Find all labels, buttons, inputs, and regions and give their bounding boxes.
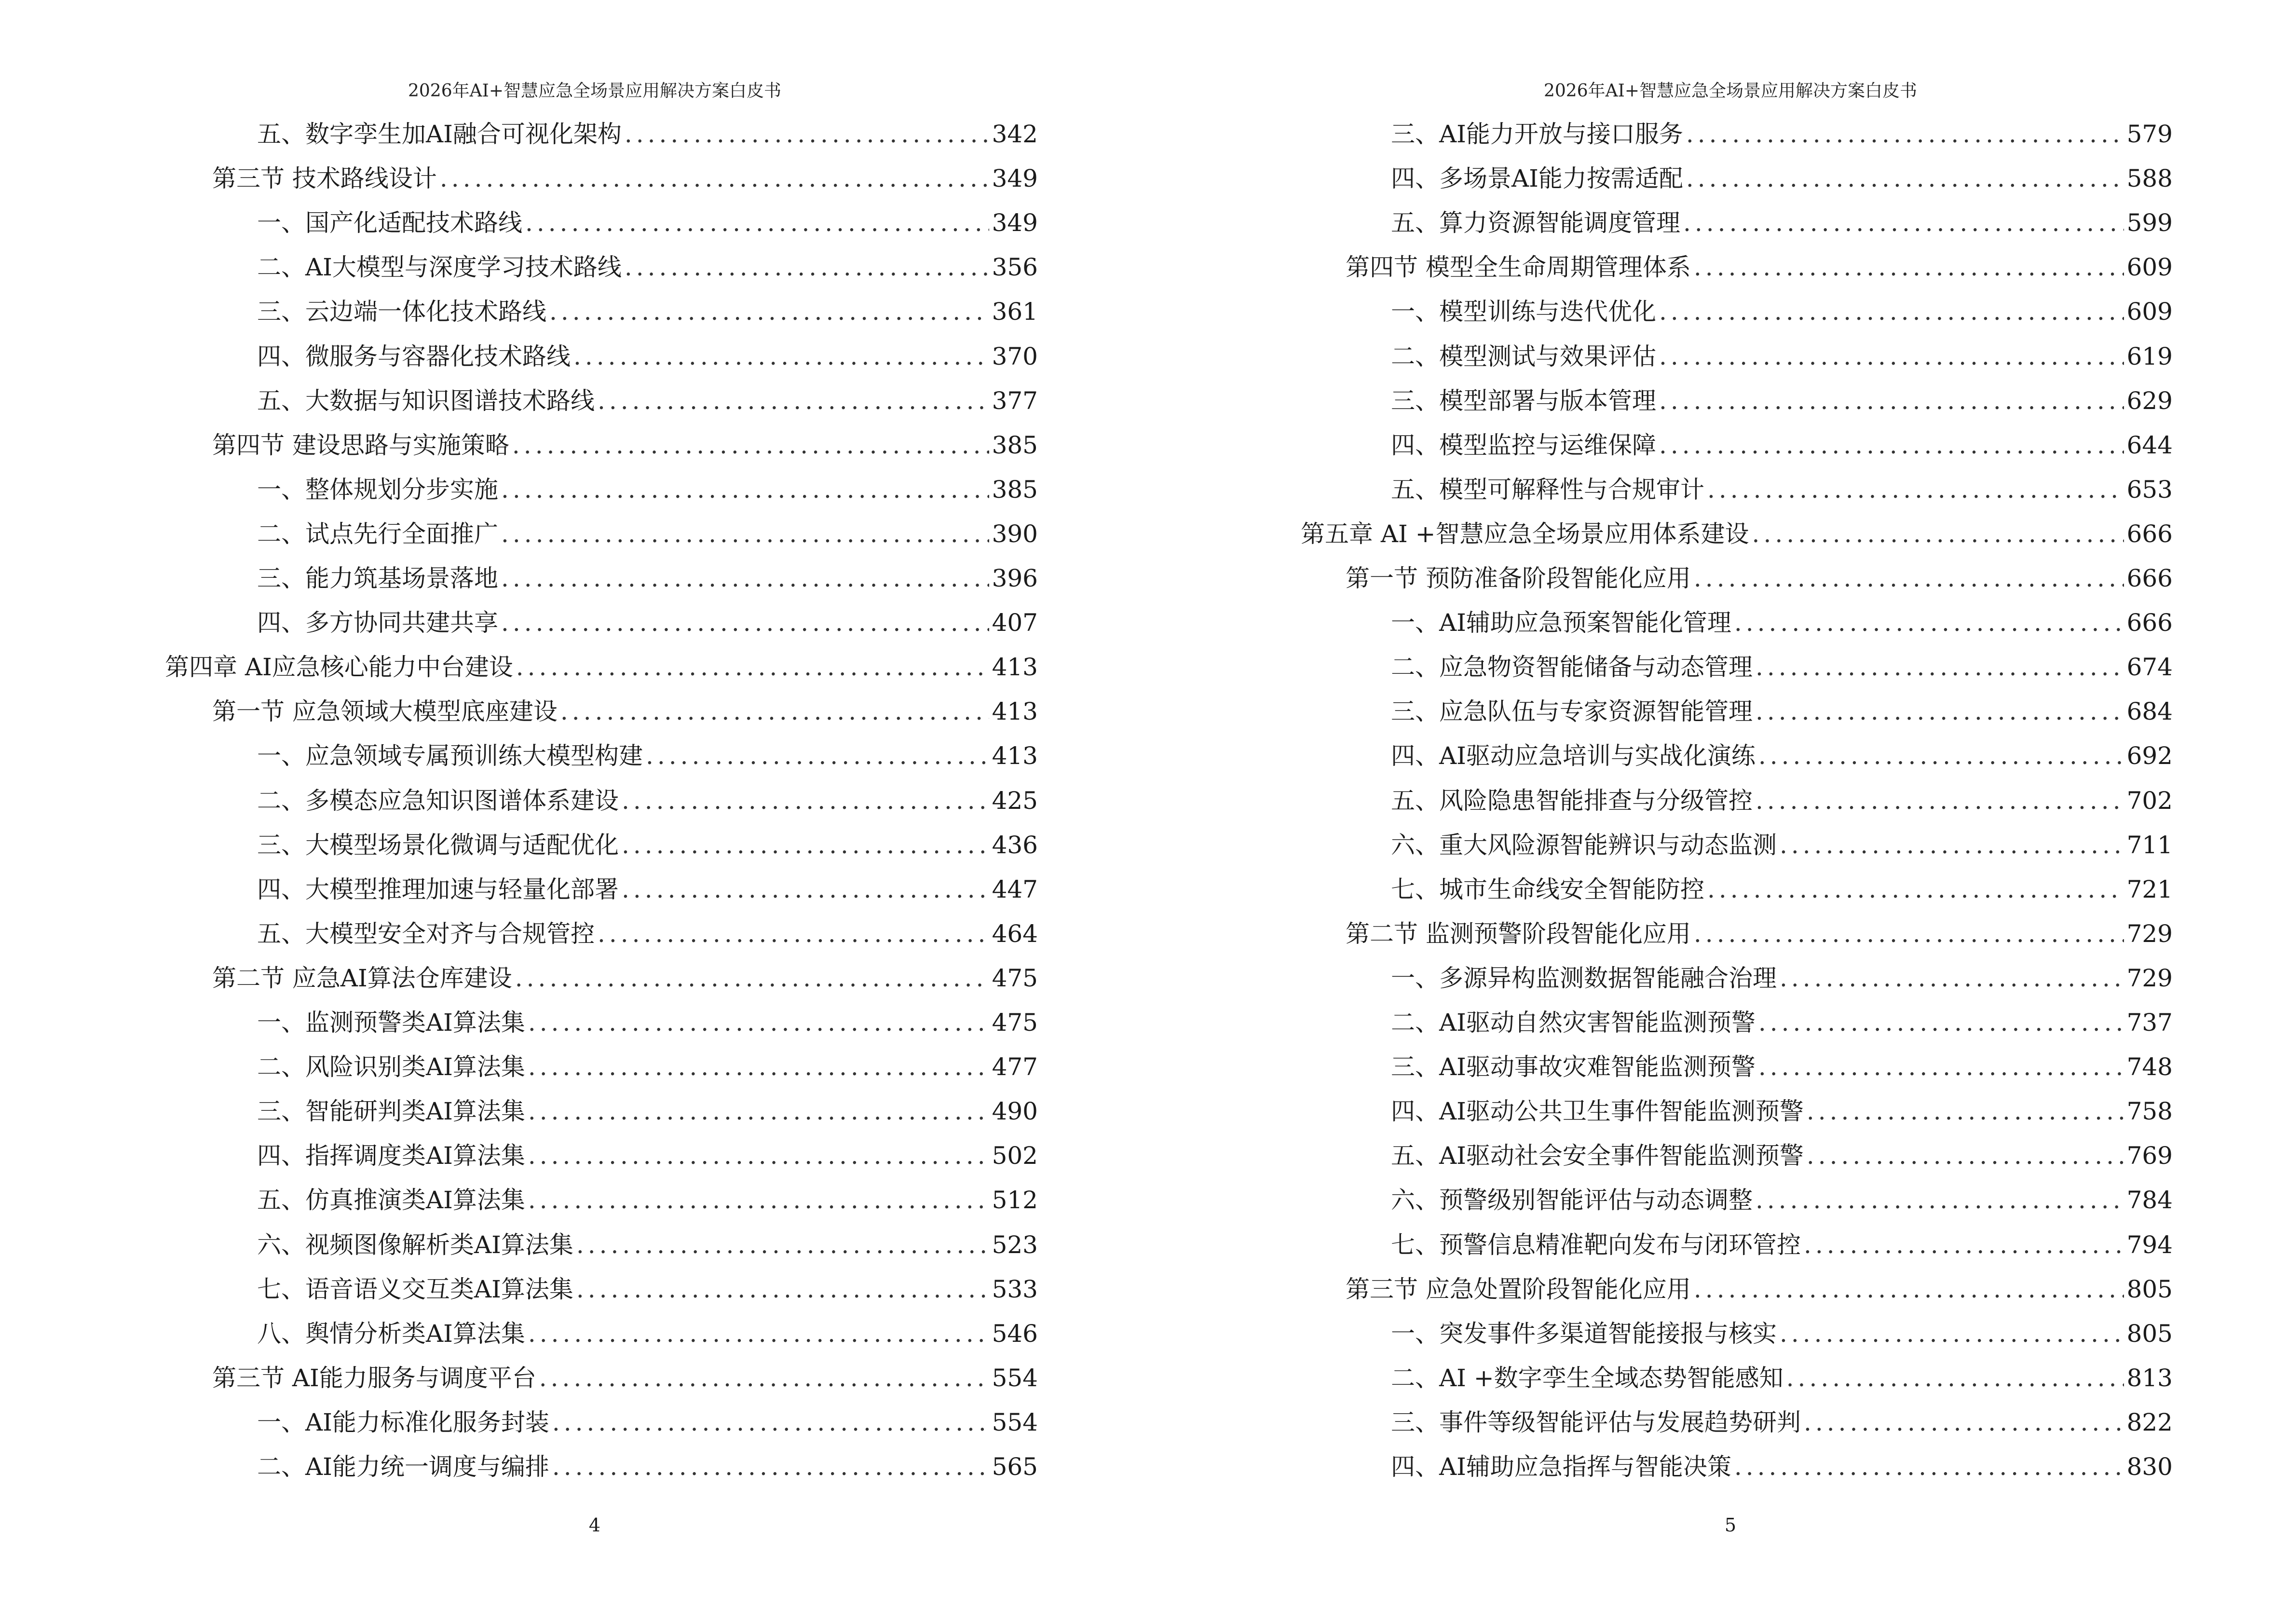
dot-leader <box>1752 515 2124 553</box>
toc-entry-page-number: 653 <box>2126 475 2173 504</box>
toc-entry-title: 第四节 建设思路与实施策略 <box>212 431 509 459</box>
dot-leader <box>560 692 989 731</box>
toc-entry-subsection[interactable] <box>257 292 1038 331</box>
toc-entry-title: 第二节 应急AI算法仓库建设 <box>212 964 512 992</box>
toc-entry-page-number: 523 <box>992 1230 1038 1259</box>
toc-entry-title: 六、视频图像解析类AI算法集 <box>257 1230 573 1259</box>
dot-leader <box>1756 781 2124 820</box>
toc-entry-page-number: 349 <box>992 209 1038 237</box>
toc-entry-title: 三、云边端一体化技术路线 <box>257 298 546 326</box>
dot-leader <box>440 159 989 198</box>
toc-entry-title: 一、监测预警类AI算法集 <box>257 1009 525 1037</box>
toc-entry-subsection[interactable] <box>1391 470 2173 509</box>
toc-entry-page-number: 385 <box>992 431 1038 459</box>
toc-entry-subsection[interactable] <box>1391 426 2173 464</box>
toc-entry-title: 一、多源异构监测数据智能融合治理 <box>1391 964 1777 992</box>
toc-entry-title: 五、仿真推演类AI算法集 <box>257 1186 525 1215</box>
dot-leader <box>625 248 989 287</box>
toc-entry-title: 四、AI辅助应急指挥与智能决策 <box>1391 1453 1731 1481</box>
toc-entry-subsection[interactable] <box>1391 1003 2173 1042</box>
toc-entry-title: 二、AI +数字孪生全域态势智能感知 <box>1391 1364 1783 1392</box>
dot-leader <box>1694 248 2124 287</box>
dot-leader <box>1756 1181 2124 1219</box>
toc-entry-title: 第二节 监测预警阶段智能化应用 <box>1346 919 1691 948</box>
dot-leader <box>1804 1403 2124 1442</box>
toc-entry-page-number: 377 <box>992 386 1038 415</box>
dot-leader <box>528 1136 989 1175</box>
toc-entry-subsection[interactable] <box>257 1181 1038 1219</box>
toc-entry-page-number: 644 <box>2126 431 2173 459</box>
toc-entry-title: 第一节 预防准备阶段智能化应用 <box>1346 564 1691 592</box>
toc-entry-page-number: 830 <box>2126 1453 2173 1481</box>
toc-entry-title: 三、大模型场景化微调与适配优化 <box>257 831 619 859</box>
toc-entry-page-number: 784 <box>2126 1186 2173 1215</box>
dot-leader <box>1683 204 2124 242</box>
toc-entry-page-number: 729 <box>2126 964 2173 992</box>
toc-entry-page-number: 629 <box>2126 386 2173 415</box>
toc-entry-page-number: 674 <box>2126 653 2173 682</box>
toc-entry-title: 一、整体规划分步实施 <box>257 475 498 504</box>
dot-leader <box>528 1092 989 1131</box>
toc-entry-section[interactable] <box>1346 914 2173 953</box>
dot-leader <box>622 826 989 864</box>
toc-entry-subsection[interactable] <box>257 1226 1038 1264</box>
toc-entry-title: 四、AI驱动公共卫生事件智能监测预警 <box>1391 1097 1804 1126</box>
toc-entry-section[interactable] <box>212 959 1038 997</box>
toc-entry-title: 四、多场景AI能力按需适配 <box>1391 164 1683 193</box>
toc-entry-title: 第三节 AI能力服务与调度平台 <box>212 1364 536 1392</box>
toc-entry-subsection[interactable] <box>1391 337 2173 376</box>
toc-entry-page-number: 546 <box>992 1319 1038 1348</box>
toc-entry-title: 一、AI辅助应急预案智能化管理 <box>1391 609 1731 637</box>
toc-entry-page-number: 702 <box>2126 786 2173 815</box>
toc-entry-page-number: 769 <box>2126 1142 2173 1170</box>
toc-entry-title: 第一节 应急领域大模型底座建设 <box>212 697 558 726</box>
toc-entry-title: 六、重大风险源智能辨识与动态监测 <box>1391 831 1777 859</box>
toc-entry-title: 五、数字孪生加AI融合可视化架构 <box>257 120 622 148</box>
dot-leader <box>576 1270 989 1309</box>
toc-entry-page-number: 413 <box>992 697 1038 726</box>
toc-entry-page-number: 711 <box>2126 831 2173 859</box>
toc-entry-title: 二、应急物资智能储备与动态管理 <box>1391 653 1753 682</box>
toc-entry-subsection[interactable] <box>257 870 1038 909</box>
dot-leader <box>1659 426 2124 464</box>
toc-entry-page-number: 425 <box>992 786 1038 815</box>
dot-leader <box>1707 870 2124 909</box>
toc-entry-page-number: 588 <box>2126 164 2173 193</box>
toc-entry-subsection[interactable] <box>1391 692 2173 731</box>
toc-entry-page-number: 413 <box>992 653 1038 682</box>
dot-leader <box>1758 1048 2124 1086</box>
toc-entry-title: 二、AI能力统一调度与编排 <box>257 1453 549 1481</box>
toc-entry-subsection[interactable] <box>257 470 1038 509</box>
toc-entry-page-number: 407 <box>992 609 1038 637</box>
dot-leader <box>1758 737 2124 775</box>
toc-entry-page-number: 822 <box>2126 1408 2173 1436</box>
dot-leader <box>1780 959 2124 997</box>
toc-entry-subsection[interactable] <box>1391 603 2173 642</box>
toc-entry-subsection[interactable] <box>257 603 1038 642</box>
toc-entry-title: 五、AI驱动社会安全事件智能监测预警 <box>1391 1142 1804 1170</box>
toc-entry-subsection[interactable] <box>1391 1136 2173 1175</box>
toc-entry-subsection[interactable] <box>1391 959 2173 997</box>
toc-entry-title: 七、预警信息精准靶向发布与闭环管控 <box>1391 1230 1801 1259</box>
toc-entry-subsection[interactable] <box>257 515 1038 553</box>
toc-entry-subsection[interactable] <box>257 1136 1038 1175</box>
dot-leader <box>1780 826 2124 864</box>
toc-entry-page-number: 692 <box>2126 742 2173 770</box>
dot-leader <box>1758 1003 2124 1042</box>
dot-leader <box>1734 603 2124 642</box>
toc-entry-title: 四、多方协同共建共享 <box>257 609 498 637</box>
toc-entry-title: 四、微服务与容器化技术路线 <box>257 342 571 370</box>
toc-entry-subsection[interactable] <box>1391 1048 2173 1086</box>
toc-entry-title: 三、AI能力开放与接口服务 <box>1391 120 1683 148</box>
dot-leader <box>576 1226 989 1264</box>
toc-entry-page-number: 619 <box>2126 342 2173 370</box>
dot-leader <box>1659 382 2124 420</box>
dot-leader <box>1694 1270 2124 1309</box>
toc-entry-subsection[interactable] <box>257 914 1038 953</box>
toc-entry-section[interactable] <box>1346 1270 2173 1309</box>
toc-entry-subsection[interactable] <box>257 204 1038 242</box>
toc-entry-subsection[interactable] <box>1391 1314 2173 1353</box>
toc-entry-section[interactable] <box>1346 248 2173 287</box>
toc-entry-title: 三、模型部署与版本管理 <box>1391 386 1656 415</box>
toc-entry-subsection[interactable] <box>257 781 1038 820</box>
toc-entry-title: 三、AI驱动事故灾难智能监测预警 <box>1391 1053 1756 1081</box>
toc-entry-page-number: 609 <box>2126 253 2173 282</box>
toc-entry-subsection[interactable] <box>1391 648 2173 686</box>
dot-leader <box>528 1314 989 1353</box>
dot-leader <box>528 1181 989 1219</box>
dot-leader <box>1804 1226 2124 1264</box>
toc-entry-chapter[interactable] <box>165 648 1038 686</box>
dot-leader <box>622 870 989 909</box>
toc-entry-subsection[interactable] <box>1391 870 2173 909</box>
toc-entry-title: 第四章 AI应急核心能力中台建设 <box>165 653 513 682</box>
toc-entry-page-number: 533 <box>992 1275 1038 1303</box>
toc-entry-subsection[interactable] <box>257 1447 1038 1486</box>
toc-entry-subsection[interactable] <box>1391 1359 2173 1397</box>
dot-leader <box>528 1003 989 1042</box>
toc-entry-page-number: 609 <box>2126 298 2173 326</box>
toc-entry-subsection[interactable] <box>257 115 1038 153</box>
toc-entry-subsection[interactable] <box>1391 1181 2173 1219</box>
dot-leader <box>1756 692 2124 731</box>
toc-entry-subsection[interactable] <box>1391 737 2173 775</box>
toc-entry-subsection[interactable] <box>1391 1092 2173 1131</box>
toc-entry-subsection[interactable] <box>1391 1226 2173 1264</box>
toc-entry-title: 五、模型可解释性与合规审计 <box>1391 475 1704 504</box>
toc-entry-title: 二、多模态应急知识图谱体系建设 <box>257 786 619 815</box>
toc-entry-title: 四、大模型推理加速与轻量化部署 <box>257 875 619 903</box>
toc-entry-page-number: 721 <box>2126 875 2173 903</box>
dot-leader <box>1686 115 2124 153</box>
dot-leader <box>573 337 989 376</box>
toc-entry-subsection[interactable] <box>257 826 1038 864</box>
toc-entry-title: 三、应急队伍与专家资源智能管理 <box>1391 697 1753 726</box>
dot-leader <box>552 1403 989 1442</box>
dot-leader <box>501 515 989 553</box>
toc-entry-page-number: 565 <box>992 1453 1038 1481</box>
toc-entry-section[interactable] <box>212 692 1038 731</box>
dot-leader <box>1756 648 2124 686</box>
toc-entry-section[interactable] <box>212 159 1038 198</box>
toc-entry-title: 五、算力资源智能调度管理 <box>1391 209 1680 237</box>
toc-entry-page-number: 502 <box>992 1142 1038 1170</box>
toc-entry-page-number: 490 <box>992 1097 1038 1126</box>
toc-entry-page-number: 436 <box>992 831 1038 859</box>
toc-entry-subsection[interactable] <box>257 559 1038 598</box>
toc-entry-title: 二、AI驱动自然灾害智能监测预警 <box>1391 1009 1756 1037</box>
toc-entry-page-number: 748 <box>2126 1053 2173 1081</box>
toc-entry-title: 七、语音语义交互类AI算法集 <box>257 1275 573 1303</box>
dot-leader <box>501 559 989 598</box>
running-header: 2026年AI+智慧应急全场景应用解决方案白皮书 <box>1543 81 1917 101</box>
dot-leader <box>515 959 989 997</box>
toc-entry-page-number: 475 <box>992 964 1038 992</box>
dot-leader <box>598 914 989 953</box>
toc-entry-title: 二、风险识别类AI算法集 <box>257 1053 525 1081</box>
toc-entry-page-number: 356 <box>992 253 1038 282</box>
toc-entry-title: 四、指挥调度类AI算法集 <box>257 1142 525 1170</box>
dot-leader <box>501 603 989 642</box>
dot-leader <box>528 1048 989 1086</box>
toc-entry-title: 一、模型训练与迭代优化 <box>1391 298 1656 326</box>
toc-entry-title: 八、舆情分析类AI算法集 <box>257 1319 525 1348</box>
dot-leader <box>1694 559 2124 598</box>
toc-entry-page-number: 684 <box>2126 697 2173 726</box>
dot-leader <box>552 1447 989 1486</box>
toc-entry-section[interactable] <box>212 1359 1038 1397</box>
toc-entry-section[interactable] <box>212 426 1038 464</box>
toc-entry-page-number: 729 <box>2126 919 2173 948</box>
toc-entry-subsection[interactable] <box>1391 781 2173 820</box>
toc-entry-title: 一、突发事件多渠道智能接报与核实 <box>1391 1319 1777 1348</box>
dot-leader <box>516 648 989 686</box>
toc-entry-subsection[interactable] <box>1391 382 2173 420</box>
toc-entry-page-number: 805 <box>2126 1319 2173 1348</box>
toc-entry-page-number: 477 <box>992 1053 1038 1081</box>
toc-entry-title: 第五章 AI +智慧应急全场景应用体系建设 <box>1301 519 1749 548</box>
page-number: 5 <box>1724 1515 1737 1536</box>
toc-entry-subsection[interactable] <box>1391 159 2173 198</box>
dot-leader <box>622 781 989 820</box>
toc-entry-title: 三、智能研判类AI算法集 <box>257 1097 525 1126</box>
dot-leader <box>625 115 989 153</box>
toc-entry-page-number: 666 <box>2126 519 2173 548</box>
toc-entry-page-number: 464 <box>992 919 1038 948</box>
toc-entry-subsection[interactable] <box>257 1270 1038 1309</box>
toc-entry-page-number: 385 <box>992 475 1038 504</box>
toc-entry-subsection[interactable] <box>1391 1447 2173 1486</box>
toc-entry-page-number: 342 <box>992 120 1038 148</box>
toc-entry-page-number: 390 <box>992 519 1038 548</box>
toc-entry-page-number: 758 <box>2126 1097 2173 1126</box>
dot-leader <box>1659 337 2124 376</box>
toc-entry-title: 三、能力筑基场景落地 <box>257 564 498 592</box>
dot-leader <box>1659 292 2124 331</box>
dot-leader <box>512 426 989 464</box>
toc-entry-subsection[interactable] <box>257 337 1038 376</box>
dot-leader <box>598 382 989 420</box>
toc-entry-page-number: 361 <box>992 298 1038 326</box>
toc-entry-subsection[interactable] <box>257 1314 1038 1353</box>
dot-leader <box>1807 1136 2124 1175</box>
toc-entry-title: 第四节 模型全生命周期管理体系 <box>1346 253 1691 282</box>
toc-entry-title: 七、城市生命线安全智能防控 <box>1391 875 1704 903</box>
dot-leader <box>646 737 989 775</box>
toc-entry-page-number: 413 <box>992 742 1038 770</box>
running-header: 2026年AI+智慧应急全场景应用解决方案白皮书 <box>408 81 781 101</box>
toc-entry-subsection[interactable] <box>257 737 1038 775</box>
page-number: 4 <box>588 1515 601 1536</box>
toc-entry-title: 第三节 应急处置阶段智能化应用 <box>1346 1275 1691 1303</box>
toc-entry-title: 五、大模型安全对齐与合规管控 <box>257 919 595 948</box>
toc-entry-page-number: 666 <box>2126 609 2173 637</box>
dot-leader <box>1694 914 2124 953</box>
toc-entry-page-number: 512 <box>992 1186 1038 1215</box>
toc-entry-page-number: 396 <box>992 564 1038 592</box>
toc-entry-page-number: 805 <box>2126 1275 2173 1303</box>
toc-entry-subsection[interactable] <box>1391 204 2173 242</box>
dot-leader <box>539 1359 989 1397</box>
toc-entry-title: 四、AI驱动应急培训与实战化演练 <box>1391 742 1756 770</box>
toc-entry-page-number: 599 <box>2126 209 2173 237</box>
toc-entry-chapter[interactable] <box>1301 515 2173 553</box>
dot-leader <box>549 292 989 331</box>
toc-entry-page-number: 349 <box>992 164 1038 193</box>
toc-entry-page-number: 579 <box>2126 120 2173 148</box>
toc-entry-subsection[interactable] <box>1391 1403 2173 1442</box>
toc-entry-title: 三、事件等级智能评估与发展趋势研判 <box>1391 1408 1801 1436</box>
dot-leader <box>1807 1092 2124 1131</box>
dot-leader <box>1780 1314 2124 1353</box>
toc-entry-page-number: 475 <box>992 1009 1038 1037</box>
toc-entry-title: 二、AI大模型与深度学习技术路线 <box>257 253 622 282</box>
toc-entry-subsection[interactable] <box>257 1092 1038 1131</box>
toc-entry-title: 五、大数据与知识图谱技术路线 <box>257 386 595 415</box>
toc-entry-page-number: 554 <box>992 1408 1038 1436</box>
toc-entry-subsection[interactable] <box>257 382 1038 420</box>
toc-entry-subsection[interactable] <box>1391 826 2173 864</box>
toc-entry-subsection[interactable] <box>257 248 1038 287</box>
toc-entry-subsection[interactable] <box>257 1048 1038 1086</box>
toc-entry-title: 四、模型监控与运维保障 <box>1391 431 1656 459</box>
toc-entry-page-number: 737 <box>2126 1009 2173 1037</box>
toc-entry-title: 二、试点先行全面推广 <box>257 519 498 548</box>
toc-entry-title: 六、预警级别智能评估与动态调整 <box>1391 1186 1753 1215</box>
toc-entry-page-number: 370 <box>992 342 1038 370</box>
toc-entry-title: 五、风险隐患智能排查与分级管控 <box>1391 786 1753 815</box>
dot-leader <box>1786 1359 2124 1397</box>
toc-entry-subsection[interactable] <box>1391 292 2173 331</box>
toc-entry-subsection[interactable] <box>257 1403 1038 1442</box>
dot-leader <box>1707 470 2124 509</box>
toc-entry-section[interactable] <box>1346 559 2173 598</box>
toc-entry-title: 一、AI能力标准化服务封装 <box>257 1408 549 1436</box>
dot-leader <box>525 204 989 242</box>
dot-leader <box>501 470 989 509</box>
toc-entry-page-number: 554 <box>992 1364 1038 1392</box>
toc-entry-page-number: 794 <box>2126 1230 2173 1259</box>
toc-entry-title: 第三节 技术路线设计 <box>212 164 437 193</box>
toc-entry-subsection[interactable] <box>257 1003 1038 1042</box>
toc-entry-title: 一、国产化适配技术路线 <box>257 209 522 237</box>
dot-leader <box>1686 159 2124 198</box>
toc-entry-subsection[interactable] <box>1391 115 2173 153</box>
toc-entry-title: 二、模型测试与效果评估 <box>1391 342 1656 370</box>
toc-entry-page-number: 813 <box>2126 1364 2173 1392</box>
toc-page-right <box>1144 0 2287 1624</box>
toc-entry-page-number: 666 <box>2126 564 2173 592</box>
dot-leader <box>1734 1447 2124 1486</box>
toc-entry-title: 一、应急领域专属预训练大模型构建 <box>257 742 643 770</box>
toc-entry-page-number: 447 <box>992 875 1038 903</box>
